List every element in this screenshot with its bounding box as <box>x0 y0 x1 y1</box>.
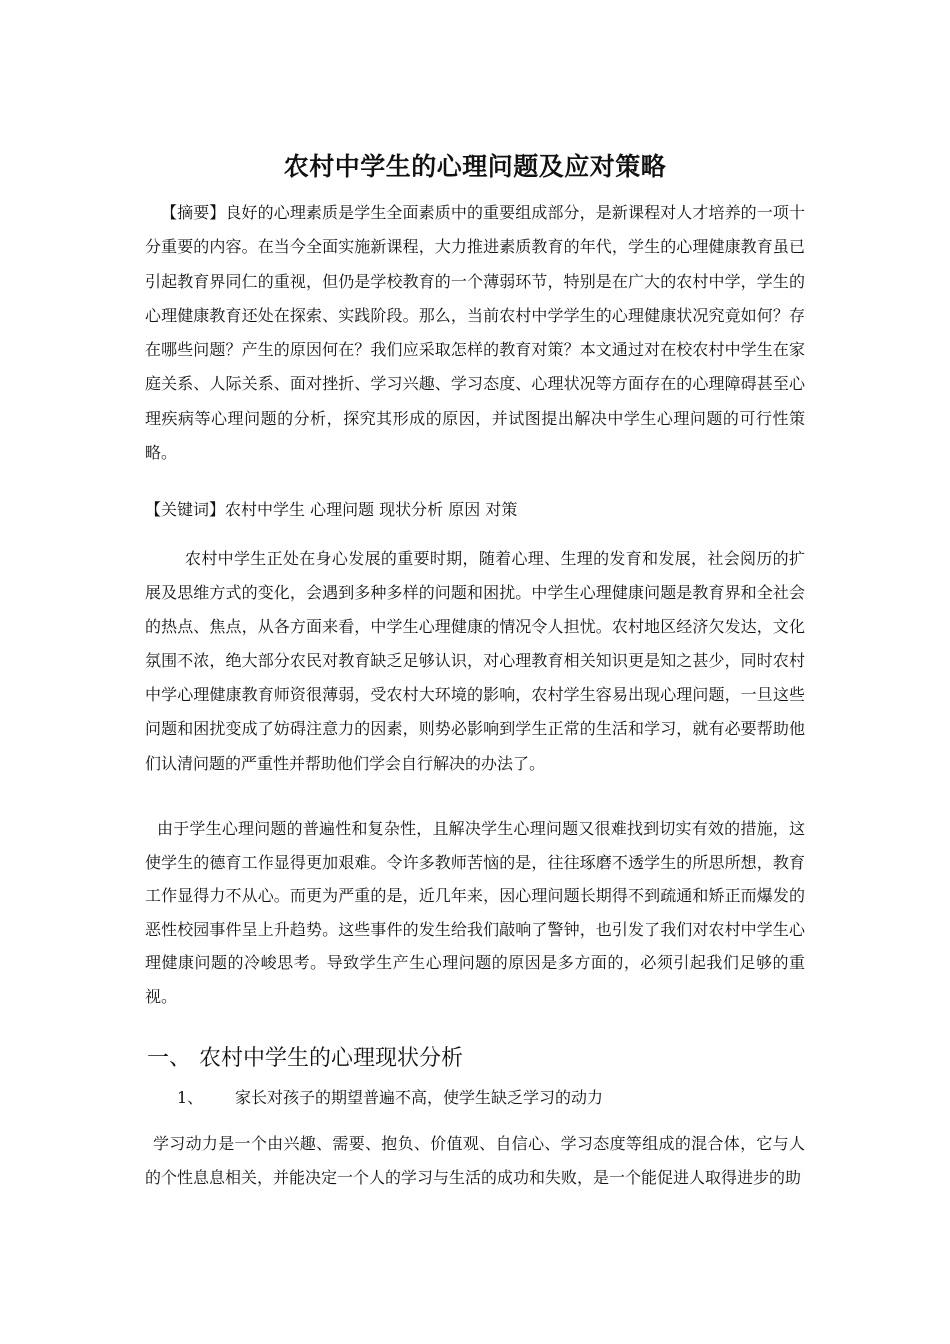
body-paragraph-3: 学习动力是一个由兴趣、需要、抱负、价值观、自信心、学习态度等组成的混合体，它与人的个性息息相关，并能决定一个人的学习与生活的成功和失败，是一个能促进人取得进步的助 <box>145 1134 805 1188</box>
section-number: 一、 <box>147 1046 192 1071</box>
subsection-heading-text: 家长对孩子的期望普遍不高，使学生缺乏学习的动力 <box>235 1088 604 1107</box>
body-paragraph-2: 由于学生心理问题的普遍性和复杂性，且解决学生心理问题又很难找到切实有效的措施，这使学生的德育工作显得更加艰难。令许多教师苦恼的是，往往琢磨不透学生的所思所想，教育工作显得力不从心。而更为严重的是，近几年来，因心理问题长期得不到疏通和矫正而爆发的恶性校园事件呈上升趋势。这些事件的发生给我们敲响了警钟，也引发了我们对农村中学生心理健康问题的冷峻思考。导致学生产生心理问题的原因是多方面的，必须引起我们足够的重视。 <box>145 819 805 1006</box>
document-title: 农村中学生的心理问题及应对策略 <box>283 151 667 181</box>
section-heading-1 <box>147 1043 463 1075</box>
section-heading-text: 农村中学生的心理现状分析 <box>199 1046 464 1071</box>
keywords-line: 【关键词】农村中学生 心理问题 现状分析 原因 对策 <box>145 500 518 519</box>
subsection-heading-1 <box>177 1084 603 1112</box>
subsection-number: 1、 <box>177 1088 204 1107</box>
abstract-paragraph: 【摘要】良好的心理素质是学生全面素质中的重要组成部分，是新课程对人才培养的一项十分重要的内容。在当今全面实施新课程，大力推进素质教育的年代，学生的心理健康教育虽已引起教育界同仁的重视，但仍是学校教育的一个薄弱环节，特别是在广大的农村中学，学生的心理健康教育还处在探索、实践阶段。那么，当前农村中学学生的心理健康状况究竟如何？存在哪些问题？产生的原因何在？我们应采取怎样的教育对策？本文通过对在校农村中学生在家庭关系、人际关系、面对挫折、学习兴趣、学习态度、心理状况等方面存在的心理障碍甚至心理疾病等心理问题的分析，探究其形成的原因，并试图提出解决中学生心理问题的可行性策略。 <box>145 203 805 463</box>
body-paragraph-1: 农村中学生正处在身心发展的重要时期，随着心理、生理的发育和发展，社会阅历的扩展及思维方式的变化，会遇到多种多样的问题和困扰。中学生心理健康问题是教育界和全社会的热点、焦点，从各方面来看，中学生心理健康的情况令人担忧。农村地区经济欠发达，文化氛围不浓，绝大部分农民对教育缺乏足够认识，对心理教育相关知识更是知之甚少，同时农村中学心理健康教育师资很薄弱，受农村大环境的影响，农村学生容易出现心理问题，一旦这些问题和困扰变成了妨碍注意力的因素，则势必影响到学生正常的生活和学习，就有必要帮助他们认清问题的严重性并帮助他们学会自行解决的办法了。 <box>145 549 805 773</box>
